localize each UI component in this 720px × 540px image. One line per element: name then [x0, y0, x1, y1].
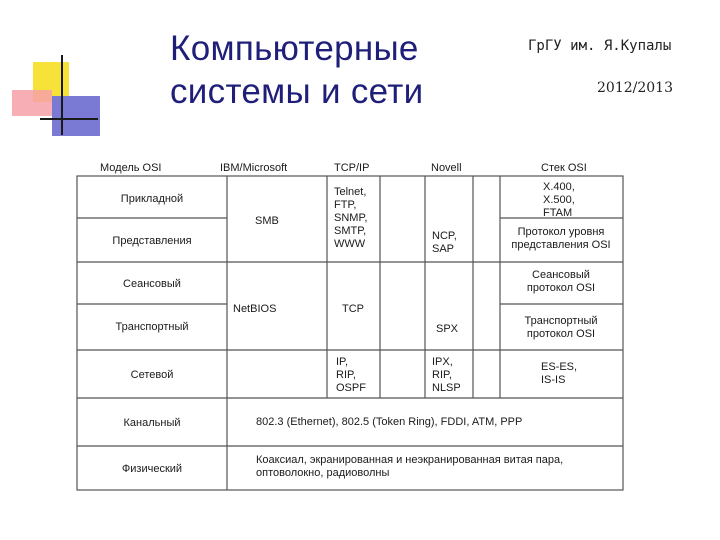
layer-transport: Транспортный [115, 321, 189, 333]
tcpip-app-3: SNMP, [334, 212, 368, 224]
stack-trans-1: Транспортный [524, 315, 598, 327]
header-novell: Novell [431, 162, 462, 174]
novell-ncp-1: NCP, [432, 230, 457, 242]
stack-net-2: IS-IS [541, 374, 566, 386]
stack-net-1: ES-ES, [541, 361, 578, 373]
tcpip-net-2: RIP, [336, 369, 356, 381]
stack-app-3: FTAM [543, 207, 573, 219]
stack-sess-1: Сеансовый [532, 269, 590, 281]
layer-presentation: Представления [112, 235, 192, 247]
year-label: 2012/2013 [597, 80, 673, 96]
stack-pres-2: представления OSI [511, 239, 611, 251]
title-line-2: системы и сети [170, 72, 424, 111]
datalink-protocols: 802.3 (Ethernet), 802.5 (Token Ring), FDDI, ATM, PPP [256, 416, 523, 428]
institution-label: ГрГУ им. Я.Купалы [528, 38, 672, 54]
layer-network: Сетевой [130, 369, 174, 381]
physical-media-2: оптоволокно, радиоволны [256, 467, 390, 479]
ibm-netbios: NetBIOS [233, 303, 277, 315]
novell-net-3: NLSP [432, 382, 461, 394]
header-stack: Стек OSI [541, 162, 587, 174]
tcpip-tcp: TCP [342, 303, 364, 315]
header-osi: Модель OSI [100, 162, 162, 174]
novell-ncp-2: SAP [432, 243, 455, 255]
tcpip-net-1: IP, [336, 356, 349, 368]
stack-app-1: X.400, [543, 181, 575, 193]
tcpip-app-4: SMTP, [334, 225, 367, 237]
layer-datalink: Канальный [123, 417, 181, 429]
tcpip-net-3: OSPF [336, 382, 366, 394]
novell-spx: SPX [436, 323, 459, 335]
tcpip-app-5: WWW [334, 238, 366, 250]
physical-media-1: Коаксиал, экранированная и неэкранированная витая пара, [256, 454, 564, 466]
stack-app-2: X.500, [543, 194, 575, 206]
ibm-smb: SMB [255, 215, 279, 227]
layer-application: Прикладной [120, 193, 184, 205]
title-line-1: Компьютерные [170, 29, 419, 68]
stack-sess-2: протокол OSI [526, 282, 596, 294]
header-ibm: IBM/Microsoft [220, 162, 288, 174]
novell-net-1: IPX, [432, 356, 453, 368]
novell-net-2: RIP, [432, 369, 452, 381]
tcpip-app-1: Telnet, [334, 186, 367, 198]
stack-trans-2: протокол OSI [526, 328, 596, 340]
layer-session: Сеансовый [123, 278, 181, 290]
tcpip-app-2: FTP, [334, 199, 357, 211]
layer-physical: Физический [121, 463, 183, 475]
stack-pres-1: Протокол уровня [517, 226, 605, 238]
header-tcpip: TCP/IP [334, 162, 370, 174]
